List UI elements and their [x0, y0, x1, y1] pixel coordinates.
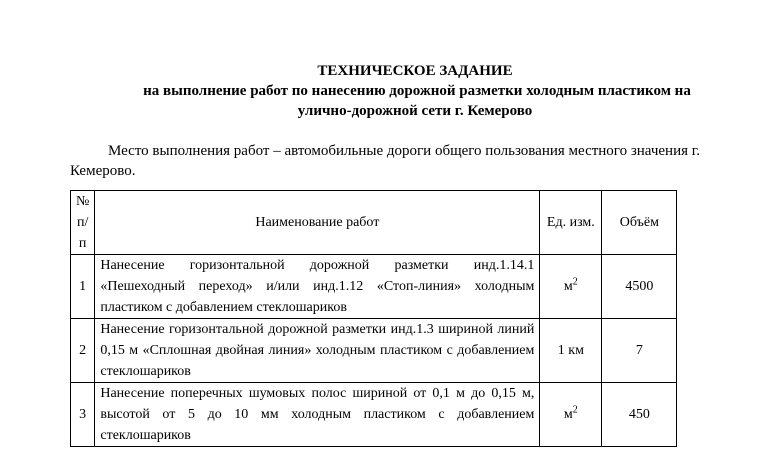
table-row — [71, 383, 677, 447]
row-work-name: Нанесение горизонтальной дорожной разметки инд.1.3 шириной линий 0,15 м «Сплошная двойная линия» холодным пластиком с добавлением стеклошариков — [95, 319, 540, 383]
row-unit-base: м — [563, 278, 573, 294]
row-unit-superscript: 2 — [572, 275, 578, 287]
row-number: 2 — [71, 319, 95, 383]
header-number-line1: № — [76, 194, 90, 209]
row-unit-base: м — [563, 406, 573, 422]
table-header-row — [71, 191, 677, 255]
row-work-name: Нанесение горизонтальной дорожной разметки инд.1.14.1 «Пешеходный переход» и/или инд.1.12 «Стоп-линия» холодным пластиком с добавлением стеклошариков — [95, 255, 540, 319]
header-number-line3: п — [78, 236, 87, 251]
table-row — [71, 319, 677, 383]
row-number: 1 — [71, 255, 95, 319]
document-subtitle-line2: улично-дорожной сети г. Кемерово — [297, 103, 533, 119]
row-number: 3 — [71, 383, 95, 447]
table-row — [71, 255, 677, 319]
row-volume: 450 — [602, 383, 677, 447]
row-volume: 4500 — [602, 255, 677, 319]
row-unit-superscript: 2 — [572, 403, 578, 415]
header-work-name: Наименование работ — [95, 191, 540, 255]
header-volume: Объём — [602, 191, 677, 255]
row-work-name: Нанесение поперечных шумовых полос шириной от 0,1 м до 0,15 м, высотой от 5 до 10 мм холодным пластиком с добавлением стеклошариков — [95, 383, 540, 447]
row-unit — [540, 319, 602, 383]
work-location-paragraph: Место выполнения работ – автомобильные дороги общего пользования местного значения г. Кемерово. — [70, 143, 700, 179]
row-unit-base: 1 км — [557, 342, 584, 358]
row-unit — [540, 255, 602, 319]
header-unit: Ед. изм. — [540, 191, 602, 255]
document-title: ТЕХНИЧЕСКОЕ ЗАДАНИЕ — [317, 63, 513, 79]
row-volume: 7 — [602, 319, 677, 383]
document-subtitle-line1: на выполнение работ по нанесению дорожной разметки холодным пластиком на — [143, 83, 691, 99]
row-unit — [540, 383, 602, 447]
header-number — [71, 191, 95, 255]
works-table — [70, 190, 677, 447]
header-number-line2: п/ — [76, 215, 89, 230]
